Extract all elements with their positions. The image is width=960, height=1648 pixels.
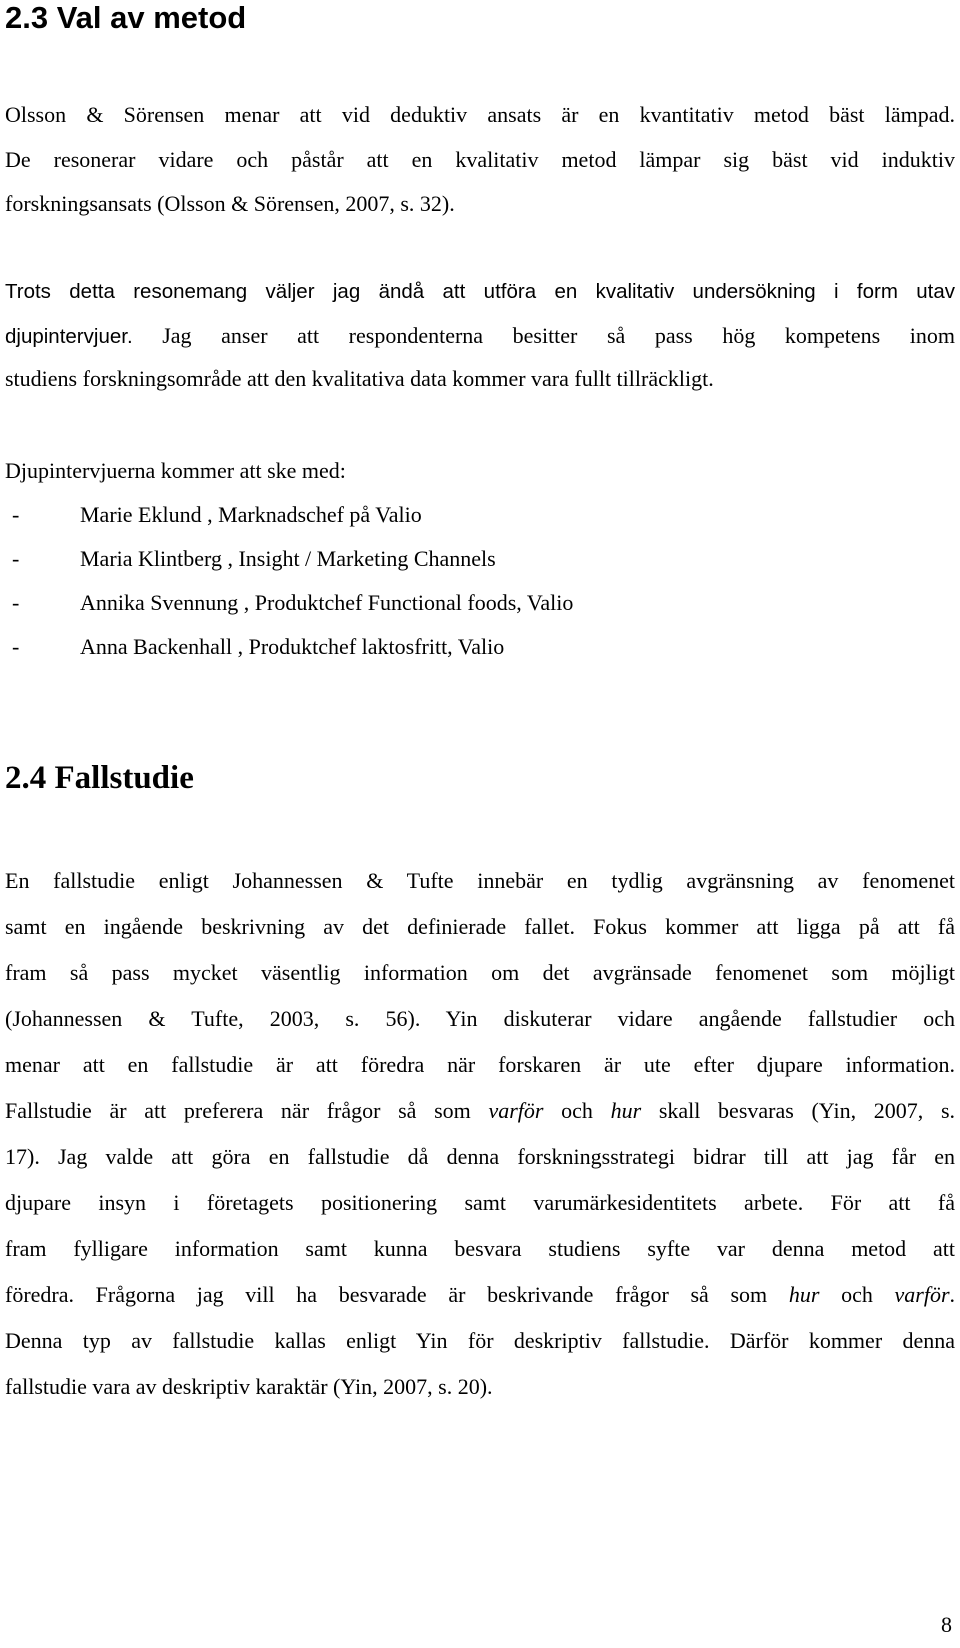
paragraph-line: menar att en fallstudie är att föredra när forskaren är ute efter djupare information. (5, 1052, 955, 1077)
paragraph-fragment: och (819, 1282, 895, 1307)
paragraph-line: studiens forskningsområde att den kvalitativa data kommer vara fullt tillräckligt. (5, 366, 714, 391)
paragraph-line: fallstudie vara av deskriptiv karaktär (Yin, 2007, s. 20). (5, 1374, 493, 1399)
paragraph-fragment: Fallstudie är att preferera när frågor så som (5, 1098, 489, 1123)
bullet-dash: - (12, 546, 20, 571)
paragraph-line: forskningsansats (Olsson & Sörensen, 2007, s. 32). (5, 191, 455, 216)
paragraph-fragment: föredra. Frågorna jag vill ha besvarade är beskrivande frågor så som (5, 1282, 789, 1307)
paragraph-line: fram så pass mycket väsentlig information om det avgränsade fenomenet som möjligt (5, 960, 955, 985)
bullet-dash: - (12, 502, 20, 527)
paragraph-line: 17). Jag valde att göra en fallstudie då denna forskningsstrategi bidrar till att jag får en (5, 1144, 955, 1169)
page-number: 8 (941, 1612, 952, 1637)
paragraph-line: Trots detta resonemang väljer jag ändå att utföra en kvalitativ undersökning i form utav (5, 280, 955, 303)
paragraph-line: djupare insyn i företagets positionering samt varumärkesidentitets arbete. För att få (5, 1190, 955, 1215)
list-item-text: Maria Klintberg , Insight / Marketing Channels (80, 546, 496, 571)
paragraph-line: samt en ingående beskrivning av det definierade fallet. Fokus kommer att ligga på att få (5, 914, 955, 939)
paragraph-fragment: djupintervjuer. (5, 325, 133, 348)
list-item-text: Anna Backenhall , Produktchef laktosfritt, Valio (80, 634, 505, 659)
paragraph-line: De resonerar vidare och påstår att en kvalitativ metod lämpar sig bäst vid induktiv (5, 147, 955, 172)
paragraph-line: En fallstudie enligt Johannessen & Tufte innebär en tydlig avgränsning av fenomenet (5, 868, 955, 893)
paragraph-line: Denna typ av fallstudie kallas enligt Yin för deskriptiv fallstudie. Därför kommer denna (5, 1328, 955, 1353)
section-heading-2-3: 2.3 Val av metod (5, 0, 247, 35)
paragraph-line (5, 1280, 955, 1310)
paragraph-fragment: och (543, 1098, 611, 1123)
paragraph-line (5, 1096, 955, 1126)
paragraph-fragment: . (949, 1282, 956, 1307)
bullet-dash: - (12, 634, 20, 659)
list-item (5, 632, 504, 662)
section-heading-2-4: 2.4 Fallstudie (5, 760, 194, 796)
emphasis-text: hur (788, 1282, 820, 1307)
list-item (5, 500, 422, 530)
list-item (5, 588, 573, 618)
list-item (5, 544, 496, 574)
paragraph-line: (Johannessen & Tufte, 2003, s. 56). Yin diskuterar vidare angående fallstudier och (5, 1006, 955, 1031)
emphasis-text: varför (488, 1098, 544, 1123)
emphasis-text: varför (894, 1282, 950, 1307)
list-intro: Djupintervjuerna kommer att ske med: (5, 458, 346, 483)
paragraph-fragment: Jag anser att respondenterna besitter så pass hög kompetens inom (132, 323, 955, 348)
list-item-text: Marie Eklund , Marknadschef på Valio (80, 502, 422, 527)
list-item-text: Annika Svennung , Produktchef Functional foods, Valio (80, 590, 574, 615)
paragraph-line (5, 321, 955, 352)
paragraph-fragment: skall besvaras (Yin, 2007, s. (641, 1098, 956, 1123)
emphasis-text: hur (610, 1098, 642, 1123)
bullet-dash: - (12, 590, 20, 615)
paragraph-line: fram fylligare information samt kunna besvara studiens syfte var denna metod att (5, 1236, 955, 1261)
paragraph-line: Olsson & Sörensen menar att vid deduktiv ansats är en kvantitativ metod bäst lämpad. (5, 102, 955, 127)
